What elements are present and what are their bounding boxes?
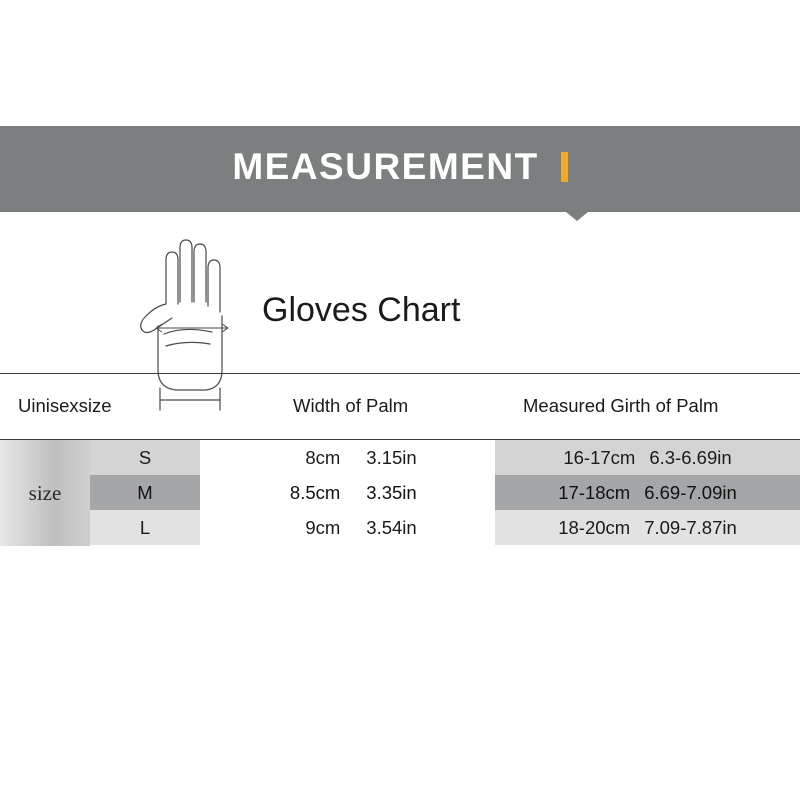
cell-girth [495, 440, 800, 475]
cell-girth-in: 7.09-7.87in [644, 516, 737, 538]
cell-girth [495, 510, 800, 545]
banner-notch-icon [566, 212, 588, 221]
cell-girth-cm: 17-18cm [558, 481, 631, 503]
column-header-width: Width of Palm [293, 395, 409, 416]
column-header-girth: Measured Girth of Palm [523, 395, 719, 416]
cell-girth [495, 475, 800, 510]
table-header-row [0, 373, 800, 439]
gloves-size-table [0, 373, 800, 538]
cell-width-in: 3.35in [366, 481, 417, 503]
banner-accent-bar [561, 152, 568, 182]
cell-width [200, 510, 495, 545]
cell-width-in: 3.15in [366, 446, 417, 468]
size-group-label: size [0, 440, 90, 546]
cell-girth-in: 6.3-6.69in [649, 446, 732, 468]
table-body [0, 440, 800, 546]
column-header-size: Uinisexsize [18, 395, 112, 416]
banner-content [232, 146, 567, 188]
table-row [0, 440, 800, 475]
cell-girth-cm: 18-20cm [558, 516, 631, 538]
cell-width-in: 3.54in [366, 516, 417, 538]
cell-size: L [139, 516, 151, 538]
table-row [0, 510, 800, 545]
cell-width-cm: 8.5cm [289, 481, 341, 503]
cell-width-cm: 8cm [305, 446, 341, 468]
table-row [0, 475, 800, 510]
measurement-banner [0, 126, 800, 212]
cell-size: M [137, 481, 153, 503]
banner-title: MEASUREMENT [232, 146, 539, 187]
cell-width [200, 440, 495, 475]
cell-girth-cm: 16-17cm [563, 446, 636, 468]
cell-width [200, 475, 495, 510]
cell-size: S [138, 446, 152, 468]
chart-title: Gloves Chart [262, 291, 461, 329]
cell-width-cm: 9cm [305, 516, 341, 538]
cell-girth-in: 6.69-7.09in [644, 481, 737, 503]
